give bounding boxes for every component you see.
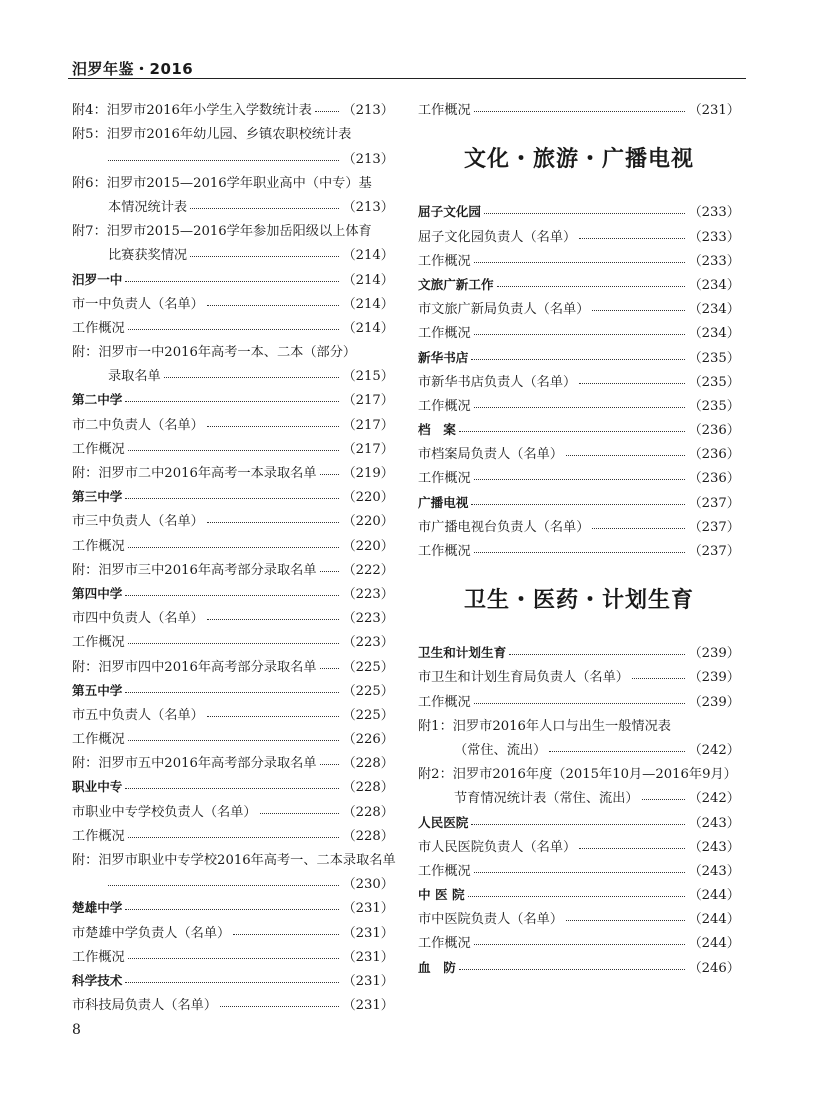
toc-entry-page: （234） [688,277,740,293]
toc-entry[interactable] [72,239,394,263]
toc-entry-page: （217） [342,393,394,409]
toc-entry-label: 市新华书店负责人（名单） [418,374,577,390]
toc-entry-label: 工作概况 [72,828,125,844]
toc-section-entry[interactable] [72,263,394,287]
toc-section-entry[interactable] [418,196,740,220]
header-rule [68,78,746,79]
toc-section-entry[interactable] [72,771,394,795]
toc-entry-page: （213） [342,103,394,119]
dot-leader [592,528,685,529]
toc-entry-page: （231） [688,103,740,119]
dot-leader [108,885,339,886]
toc-entry-page: （239） [688,646,740,662]
toc-entry[interactable] [72,360,394,384]
toc-entry[interactable] [72,215,394,239]
toc-entry-label: 附1：汨罗市2016年人口与出生一般情况表 [418,718,671,734]
toc-section-entry[interactable] [418,951,740,975]
toc-entry-page: （223） [342,586,394,602]
section-title-culture: 文化・旅游・广播电视 [463,145,694,172]
toc-entry-page: （220） [342,514,394,530]
toc-entry[interactable] [72,191,394,215]
toc-entry[interactable] [418,758,740,782]
dot-leader [579,238,685,239]
toc-entry-label: 市卫生和计划生育局负责人（名单） [418,670,629,686]
toc-entry-page: （225） [342,659,394,675]
toc-entry-label: 工作概况 [418,471,471,487]
toc-entry[interactable] [418,734,740,758]
toc-entry-label: 科学技术 [72,972,123,988]
toc-entry-page: （239） [688,670,740,686]
toc-entry-page: （231） [342,998,394,1014]
toc-entry-label: 附：汨罗市三中2016年高考部分录取名单 [72,562,317,578]
dot-leader [566,920,685,921]
dot-leader [164,377,340,378]
toc-entry-label: 第二中学 [72,392,123,408]
toc-entry-label: 市二中负责人（名单） [72,417,204,433]
page-number: 8 [72,1022,81,1038]
toc-entry[interactable] [72,529,394,553]
toc-entry-page: （244） [688,888,740,904]
dot-leader [108,160,339,161]
toc-entry-page: （236） [688,471,740,487]
toc-entry[interactable] [72,602,394,626]
toc-entry-page: （243） [688,815,740,831]
dot-leader [474,552,686,553]
toc-entry-page: （231） [342,925,394,941]
toc-entry-label: 市三中负责人（名单） [72,514,204,530]
toc-entry-label: 市五中负责人（名单） [72,707,204,723]
dot-leader [579,383,685,384]
toc-entry[interactable] [418,710,740,734]
toc-entry[interactable] [72,312,394,336]
dot-leader [207,522,340,523]
toc-entry-label: 工作概况 [418,863,471,879]
toc-entry[interactable] [418,317,740,341]
toc-entry-label: 附：汨罗市二中2016年高考一本录取名单 [72,466,317,481]
toc-entry-label: 附：汨罗市一中2016年高考一本、二本（部分） [72,345,357,361]
toc-entry-page: （214） [342,272,394,288]
dot-leader [207,305,340,306]
dot-leader [128,740,340,741]
dot-leader [474,407,686,408]
toc-entry-page: （234） [688,326,740,342]
toc-entry[interactable] [418,220,740,244]
dot-leader [468,896,686,897]
dot-leader [474,111,686,112]
toc-entry-page: （244） [688,936,740,952]
toc-entry-page: （213） [342,151,394,167]
toc-entry-page: （226） [342,732,394,748]
toc-entry-label: 市一中负责人（名单） [72,296,204,312]
toc-entry-page: （231） [342,973,394,989]
toc-entry-label: 工作概况 [72,441,125,457]
toc-entry[interactable] [418,855,740,879]
toc-entry-label: （常住、流出） [454,742,547,758]
toc-entry[interactable] [72,916,394,940]
toc-entry[interactable] [72,142,394,166]
toc-entry[interactable] [72,94,394,118]
toc-entry-label: 工作概况 [72,538,125,554]
dot-leader [566,455,685,456]
toc-entry[interactable] [418,927,740,951]
toc-entry-label: 附4：汨罗市2016年小学生入学数统计表 [72,103,312,119]
toc-entry[interactable] [72,795,394,819]
toc-entry[interactable] [72,118,394,142]
toc-entry-page: （228） [342,756,394,772]
toc-entry[interactable] [418,94,740,118]
toc-entry-label: 卫生和计划生育 [418,645,507,661]
dot-leader [497,286,686,287]
toc-entry-label: 工作概况 [72,732,125,748]
toc-section-entry[interactable] [72,384,394,408]
dot-leader [474,334,686,335]
toc-entry[interactable] [72,288,394,312]
toc-entry[interactable] [72,699,394,723]
dot-leader [190,256,339,257]
toc-entry[interactable] [72,989,394,1013]
toc-entry-page: （243） [688,863,740,879]
toc-right-column [418,94,740,976]
dot-leader [220,1006,339,1007]
dot-leader [459,969,686,970]
toc-entry-page: （237） [688,495,740,511]
toc-entry-page: （235） [688,374,740,390]
toc-entry-label: 第五中学 [72,682,123,698]
toc-entry[interactable] [418,661,740,685]
toc-section-entry[interactable] [72,675,394,699]
toc-entry[interactable] [418,535,740,559]
toc-entry[interactable] [72,626,394,650]
toc-entry-label: 市职业中专学校负责人（名单） [72,804,257,820]
toc-entry-label: 附7：汨罗市2015—2016学年参加岳阳级以上体育 [72,224,372,240]
toc-entry[interactable] [72,554,394,578]
toc-entry[interactable] [418,438,740,462]
toc-left-column [72,94,394,1013]
dot-leader [128,837,340,838]
toc-entry-label: 工作概况 [418,544,471,559]
dot-leader [125,982,339,983]
toc-entry-page: （225） [342,683,394,699]
toc-entry[interactable] [72,868,394,892]
toc-entry-label: 市中医院负责人（名单） [418,912,564,928]
toc-entry-label: 中 医 院 [418,887,465,903]
toc-entry-page: （231） [342,901,394,917]
toc-entry[interactable] [72,433,394,457]
toc-entry-page: （215） [342,369,394,385]
dot-leader [474,872,686,873]
toc-entry-label: 人民医院 [418,814,469,830]
dot-leader [125,498,339,499]
toc-entry-page: （244） [688,912,740,928]
toc-entry-label: 第四中学 [72,585,123,601]
dot-leader [592,310,685,311]
toc-entry[interactable] [418,462,740,486]
dot-leader [125,909,339,910]
toc-entry-label: 工作概况 [418,936,471,952]
dot-leader [471,504,685,505]
toc-entry-label: 节育情况统计表（常住、流出） [454,791,639,807]
toc-entry-page: （233） [688,229,740,245]
dot-leader [128,958,340,959]
toc-entry-page: （243） [688,839,740,855]
toc-entry-page: （235） [688,398,740,414]
dot-leader [474,703,686,704]
toc-entry-label: 附6：汨罗市2015—2016学年职业高中（中专）基 [72,175,372,191]
toc-entry-page: （233） [688,253,740,269]
toc-entry-page: （237） [688,519,740,535]
dot-leader [190,208,339,209]
toc-entry[interactable] [418,293,740,317]
toc-entry-page: （234） [688,302,740,318]
toc-entry-page: （213） [342,199,394,215]
toc-entry[interactable] [72,941,394,965]
toc-entry[interactable] [418,245,740,269]
toc-entry-page: （228） [342,804,394,820]
toc-entry[interactable] [418,903,740,927]
toc-entry-page: （214） [342,248,394,264]
toc-entry[interactable] [72,820,394,844]
toc-entry[interactable] [72,844,394,868]
toc-entry-page: （214） [342,296,394,312]
dot-leader [642,799,686,800]
toc-entry-label: 楚雄中学 [72,900,123,916]
dot-leader [320,668,340,669]
toc-entry[interactable] [418,511,740,535]
toc-entry[interactable] [418,366,740,390]
toc-entry[interactable] [72,505,394,529]
toc-entry-page: （233） [688,205,740,221]
toc-entry-page: （220） [342,538,394,554]
toc-entry-page: （220） [342,490,394,506]
toc-entry[interactable] [72,723,394,747]
toc-entry[interactable] [72,747,394,771]
toc-section-entry[interactable] [72,965,394,989]
dot-leader [207,619,340,620]
toc-section-entry[interactable] [418,637,740,661]
toc-entry-label: 附2：汨罗市2016年度（2015年10月—2016年9月） [418,767,737,783]
toc-entry-label: 录取名单 [108,369,161,385]
toc-entry-label: 市科技局负责人（名单） [72,998,218,1014]
toc-entry-label: 屈子文化园负责人（名单） [418,229,577,245]
dot-leader [320,764,340,765]
toc-entry-page: （217） [342,417,394,433]
toc-section-entry[interactable] [418,879,740,903]
dot-leader [549,751,685,752]
dot-leader [579,848,685,849]
toc-entry-label: 血 防 [418,959,456,975]
toc-entry-page: （228） [342,780,394,796]
toc-entry-page: （242） [688,791,740,807]
toc-entry-label: 职业中专 [72,779,123,795]
toc-entry[interactable] [72,336,394,360]
toc-entry-label: 工作概况 [418,103,471,119]
toc-entry-label: 市文旅广新局负责人（名单） [418,302,590,318]
dot-leader [125,401,339,402]
toc-entry-page: （230） [342,877,394,893]
toc-entry-label: 附：汨罗市职业中专学校2016年高考一、二本录取名单 [72,853,396,868]
dot-leader [207,716,340,717]
dot-leader [125,281,339,282]
toc-entry-page: （217） [342,441,394,457]
toc-entry-label: 汨罗一中 [72,271,123,287]
toc-entry-label: 屈子文化园 [418,204,481,220]
toc-entry-page: （239） [688,694,740,710]
toc-entry-label: 第三中学 [72,489,123,505]
toc-entry-label: 本情况统计表 [108,199,188,215]
toc-entry[interactable] [72,457,394,481]
toc-section-entry[interactable] [72,481,394,505]
dot-leader [474,479,686,480]
toc-entry-label: 附：汨罗市四中2016年高考部分录取名单 [72,659,317,675]
toc-entry[interactable] [72,408,394,432]
toc-section-entry[interactable] [418,414,740,438]
dot-leader [128,450,340,451]
toc-entry-page: （246） [688,960,740,976]
toc-entry[interactable] [72,167,394,191]
toc-entry-page: （236） [688,447,740,463]
toc-entry-page: （235） [688,350,740,366]
toc-entry-label: 文旅广新工作 [418,276,494,292]
toc-entry-label: 市人民医院负责人（名单） [418,839,577,855]
toc-entry[interactable] [418,685,740,709]
toc-entry-label: 工作概况 [418,326,471,342]
toc-entry[interactable] [418,782,740,806]
dot-leader [125,692,339,693]
toc-entry-label: 附5：汨罗市2016年幼儿园、乡镇农职校统计表 [72,127,352,143]
toc-entry-page: （222） [342,562,394,578]
toc-entry-page: （223） [342,611,394,627]
dot-leader [207,426,340,427]
toc-entry-label: 市楚雄中学负责人（名单） [72,925,231,941]
toc-section-entry[interactable] [418,486,740,510]
toc-entry-page: （236） [688,423,740,439]
toc-entry-label: 新华书店 [418,349,469,365]
dot-leader [474,262,686,263]
toc-entry-label: 比赛获奖情况 [108,248,188,264]
toc-section-entry[interactable] [418,269,740,293]
toc-entry-page: （225） [342,707,394,723]
dot-leader [471,824,685,825]
dot-leader [128,329,340,330]
toc-entry-label: 市档案局负责人（名单） [418,447,564,463]
toc-entry-page: （228） [342,828,394,844]
toc-section-entry[interactable] [418,806,740,830]
dot-leader [128,547,340,548]
toc-section-entry[interactable] [72,578,394,602]
toc-entry[interactable] [418,390,740,414]
toc-entry[interactable] [72,650,394,674]
toc-entry-label: 市广播电视台负责人（名单） [418,519,590,535]
toc-entry-label: 广播电视 [418,494,469,510]
dot-leader [471,359,685,360]
running-header: 汨罗年鉴・2016 [72,60,194,78]
toc-entry-label: 工作概况 [418,398,471,414]
toc-entry-page: （219） [342,466,394,481]
section-title-health: 卫生・医药・计划生育 [463,586,694,613]
dot-leader [320,571,340,572]
toc-entry-label: 工作概况 [418,253,471,269]
dot-leader [509,654,685,655]
toc-section-entry[interactable] [418,341,740,365]
toc-entry-page: （223） [342,635,394,651]
dot-leader [125,595,339,596]
dot-leader [474,944,686,945]
toc-entry-page: （237） [688,544,740,559]
dot-leader [128,643,340,644]
dot-leader [459,431,686,432]
toc-entry-label: 市四中负责人（名单） [72,611,204,627]
toc-entry[interactable] [418,831,740,855]
toc-entry-page: （242） [688,742,740,758]
toc-section-entry[interactable] [72,892,394,916]
toc-entry-label: 工作概况 [72,320,125,336]
dot-leader [632,678,685,679]
toc-entry-label: 工作概况 [72,949,125,965]
dot-leader [233,934,339,935]
dot-leader [484,213,685,214]
toc-entry-label: 附：汨罗市五中2016年高考部分录取名单 [72,756,317,772]
dot-leader [315,111,340,112]
dot-leader [320,474,340,475]
toc-entry-page: （214） [342,320,394,336]
dot-leader [125,788,339,789]
toc-entry-page: （231） [342,949,394,965]
toc-entry-label: 工作概况 [72,635,125,651]
dot-leader [260,813,340,814]
toc-entry-label: 工作概况 [418,694,471,710]
toc-entry-label: 档 案 [418,422,456,438]
